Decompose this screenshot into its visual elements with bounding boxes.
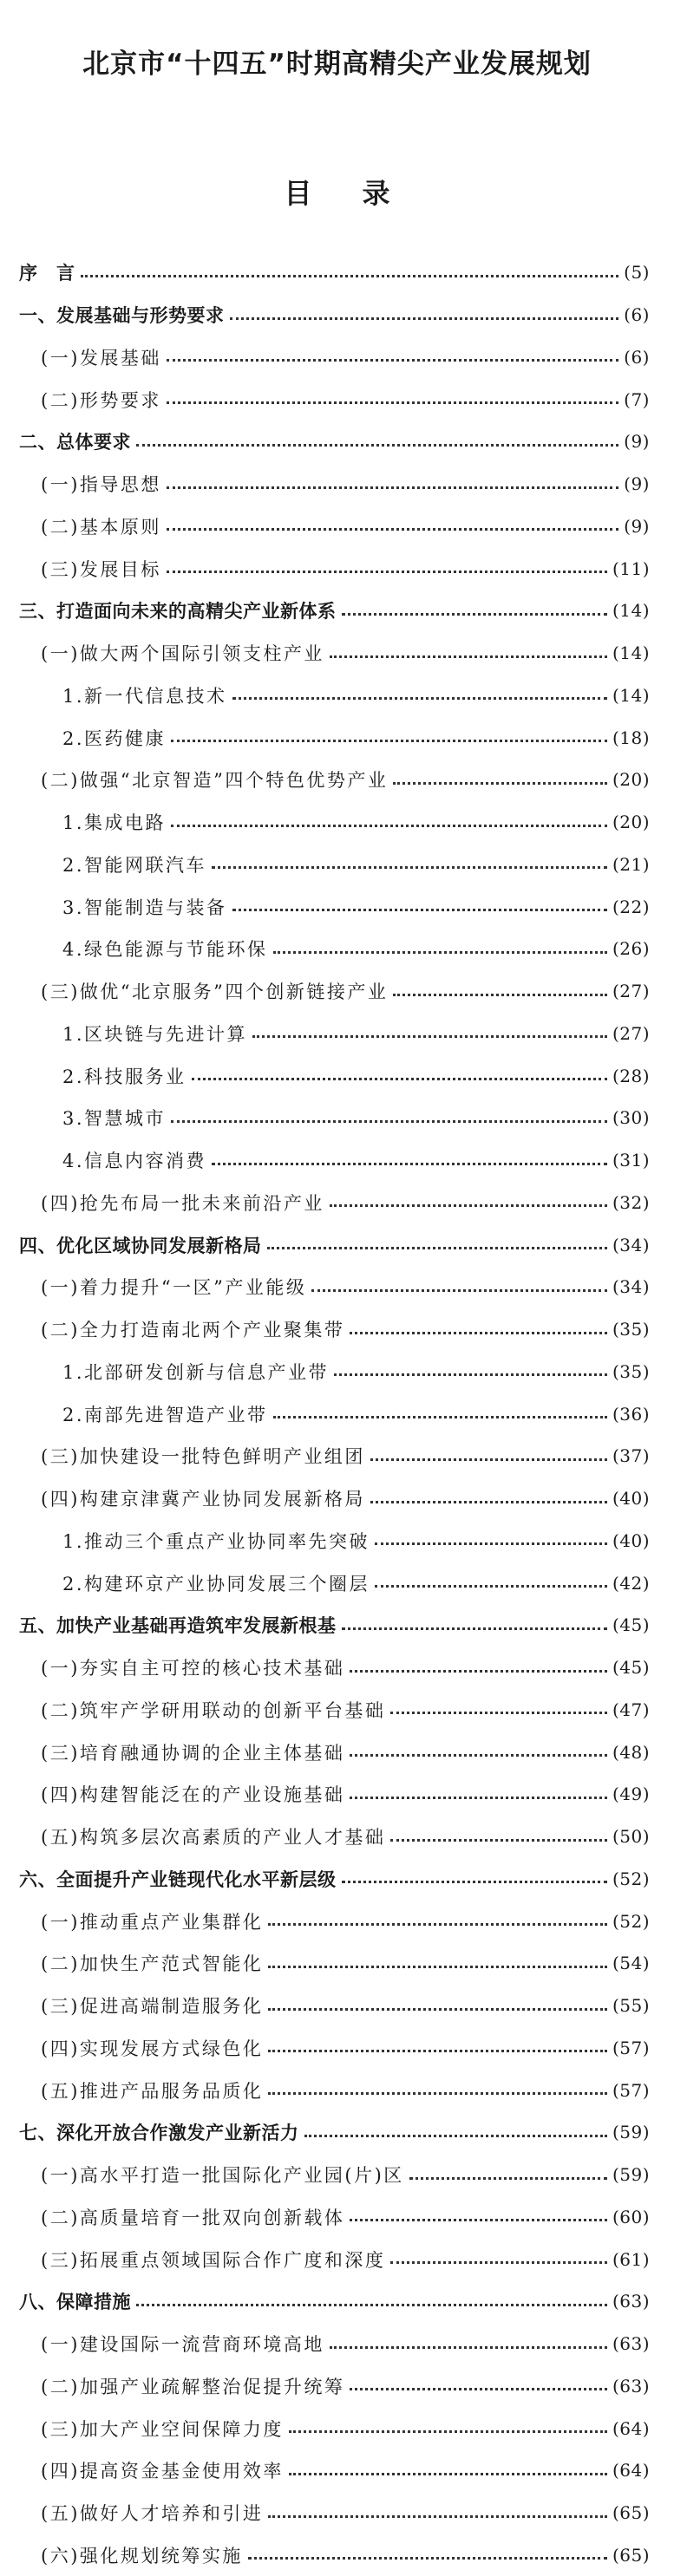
toc-entry[interactable] — [0, 1689, 674, 1731]
toc-entry-label: 2.南部先进智造产业带 — [62, 1401, 268, 1427]
toc-list — [0, 251, 674, 2576]
toc-entry-label: 2.构建环京产业协同发展三个圈层 — [62, 1570, 370, 1596]
dot-leader — [167, 571, 607, 573]
toc-entry-label: 1.区块链与先进计算 — [62, 1021, 247, 1047]
dot-leader — [342, 613, 607, 616]
toc-entry[interactable] — [0, 801, 674, 844]
toc-entry[interactable] — [0, 1351, 674, 1393]
toc-entry-label: 五、加快产业基础再造筑牢发展新根基 — [19, 1612, 337, 1638]
toc-entry-label: (五)做好人才培养和引进 — [41, 2500, 263, 2526]
toc-entry-label: 3.智慧城市 — [62, 1105, 166, 1131]
toc-entry-page-number: (48) — [612, 1742, 650, 1763]
toc-entry-label: 4.信息内容消费 — [62, 1147, 206, 1173]
toc-entry-page-number: (9) — [624, 516, 650, 537]
toc-entry-page-number: (52) — [612, 1868, 650, 1889]
toc-entry[interactable] — [0, 632, 674, 675]
dot-leader — [304, 2135, 607, 2137]
toc-entry-page-number: (6) — [624, 347, 650, 368]
toc-entry[interactable] — [0, 251, 674, 294]
dot-leader — [330, 655, 607, 658]
toc-entry[interactable] — [0, 421, 674, 463]
dot-leader — [230, 317, 619, 320]
toc-entry-label: (三)加快建设一批特色鲜明产业组团 — [41, 1443, 365, 1469]
dot-leader — [171, 740, 607, 742]
toc-entry-label: (一)着力提升“一区”产业能级 — [41, 1274, 306, 1300]
toc-entry[interactable] — [0, 1520, 674, 1562]
toc-entry-page-number: (57) — [612, 2080, 650, 2101]
dot-leader — [350, 2388, 607, 2390]
toc-entry-page-number: (35) — [612, 1361, 650, 1382]
dot-leader — [171, 1120, 607, 1123]
toc-entry-label: (四)实现发展方式绿色化 — [41, 2035, 263, 2061]
toc-entry[interactable] — [0, 716, 674, 759]
toc-entry-page-number: (60) — [612, 2207, 650, 2227]
dot-leader — [232, 697, 607, 700]
toc-entry-label: (三)促进高端制造服务化 — [41, 1992, 263, 2018]
toc-entry-page-number: (64) — [612, 2460, 650, 2481]
toc-entry[interactable] — [0, 2365, 674, 2408]
toc-entry-label: (二)形势要求 — [41, 387, 161, 413]
toc-entry-label: (一)高水平打造一批国际化产业园(片)区 — [41, 2162, 404, 2188]
toc-entry[interactable] — [0, 2407, 674, 2449]
toc-entry[interactable] — [0, 1223, 674, 1266]
toc-entry-label: (一)发展基础 — [41, 344, 161, 370]
toc-entry[interactable] — [0, 885, 674, 928]
dot-leader — [334, 1373, 607, 1376]
dot-leader — [136, 444, 618, 447]
toc-entry-page-number: (47) — [612, 1699, 650, 1720]
toc-entry-page-number: (34) — [612, 1235, 650, 1255]
dot-leader — [81, 275, 619, 277]
toc-entry[interactable] — [0, 1858, 674, 1901]
toc-entry-label: 序 言 — [19, 259, 75, 285]
toc-entry[interactable] — [0, 2449, 674, 2492]
toc-entry[interactable] — [0, 2323, 674, 2365]
toc-entry-label: 1.推动三个重点产业协同率先突破 — [62, 1528, 370, 1554]
toc-entry-page-number: (34) — [612, 1276, 650, 1297]
dot-leader — [350, 1332, 607, 1334]
toc-entry[interactable] — [0, 1604, 674, 1647]
dot-leader — [375, 1585, 607, 1588]
dot-leader — [267, 1247, 607, 1249]
toc-entry-label: (二)全力打造南北两个产业聚集带 — [41, 1316, 344, 1342]
dot-leader — [268, 2008, 607, 2011]
toc-entry-label: 4.绿色能源与节能环保 — [62, 936, 268, 962]
toc-entry[interactable] — [0, 1054, 674, 1097]
toc-entry[interactable] — [0, 1816, 674, 1858]
toc-entry-page-number: (9) — [624, 473, 650, 494]
toc-entry-label: 二、总体要求 — [19, 428, 131, 454]
toc-entry[interactable] — [0, 2492, 674, 2534]
toc-entry[interactable] — [0, 2534, 674, 2576]
dot-leader — [248, 2557, 607, 2560]
toc-entry-page-number: (36) — [612, 1404, 650, 1425]
dot-leader — [212, 866, 607, 869]
toc-entry-page-number: (49) — [612, 1784, 650, 1804]
toc-entry-page-number: (21) — [612, 854, 650, 875]
dot-leader — [390, 1839, 607, 1842]
toc-entry-label: 六、全面提升产业链现代化水平新层级 — [19, 1866, 337, 1892]
toc-entry-label: (四)提高资金基金使用效率 — [41, 2457, 284, 2483]
toc-entry-label: (五)推进产品服务品质化 — [41, 2077, 263, 2103]
toc-entry[interactable] — [0, 1773, 674, 1816]
toc-entry-page-number: (20) — [612, 769, 650, 790]
toc-heading: 目录 — [0, 172, 674, 212]
toc-entry-page-number: (9) — [624, 431, 650, 452]
toc-entry-page-number: (27) — [612, 981, 650, 1001]
dot-leader — [232, 909, 607, 911]
dot-leader — [311, 1289, 607, 1292]
dot-leader — [393, 994, 607, 996]
dot-leader — [390, 1712, 607, 1714]
toc-entry-page-number: (28) — [612, 1066, 650, 1086]
toc-entry-label: (三)做优“北京服务”四个创新链接产业 — [41, 978, 388, 1004]
toc-entry-page-number: (61) — [612, 2249, 650, 2270]
toc-entry-label: (四)构建京津冀产业协同发展新格局 — [41, 1485, 365, 1511]
toc-entry-page-number: (45) — [612, 1614, 650, 1635]
toc-entry-label: (二)加快生产范式智能化 — [41, 1950, 263, 1976]
dot-leader — [268, 1923, 607, 1926]
toc-entry[interactable] — [0, 2280, 674, 2323]
toc-entry-label: (一)夯实自主可控的核心技术基础 — [41, 1654, 344, 1680]
toc-entry[interactable] — [0, 759, 674, 801]
dot-leader — [393, 782, 607, 785]
dot-leader — [273, 1416, 607, 1418]
dot-leader — [289, 2430, 607, 2433]
dot-leader — [273, 951, 607, 954]
toc-entry-page-number: (54) — [612, 1953, 650, 1973]
toc-entry-label: (一)指导思想 — [41, 471, 161, 497]
toc-entry-page-number: (55) — [612, 1995, 650, 2016]
dot-leader — [212, 1163, 607, 1165]
dot-leader — [136, 2304, 607, 2306]
dot-leader — [342, 1881, 607, 1883]
toc-entry[interactable] — [0, 1013, 674, 1055]
toc-entry[interactable] — [0, 1647, 674, 1689]
toc-entry-page-number: (59) — [612, 2164, 650, 2185]
toc-entry-page-number: (14) — [612, 685, 650, 706]
dot-leader — [350, 1670, 607, 1673]
dot-leader — [268, 2092, 607, 2095]
toc-entry-label: 2.智能网联汽车 — [62, 851, 206, 877]
toc-entry-label: (二)高质量培育一批双向创新载体 — [41, 2204, 344, 2230]
toc-entry[interactable] — [0, 2111, 674, 2154]
toc-entry-page-number: (63) — [612, 2291, 650, 2312]
toc-entry-page-number: (11) — [612, 558, 650, 579]
dot-leader — [167, 401, 618, 404]
toc-entry[interactable] — [0, 336, 674, 379]
toc-entry[interactable] — [0, 1477, 674, 1520]
toc-entry-page-number: (31) — [612, 1150, 650, 1171]
toc-entry-page-number: (40) — [612, 1488, 650, 1509]
toc-entry-page-number: (42) — [612, 1573, 650, 1594]
toc-entry[interactable] — [0, 1097, 674, 1139]
toc-entry-label: 1.北部研发创新与信息产业带 — [62, 1359, 329, 1385]
toc-entry-page-number: (18) — [612, 727, 650, 748]
toc-entry-label: (二)基本原则 — [41, 513, 161, 539]
toc-entry[interactable] — [0, 675, 674, 717]
toc-entry[interactable] — [0, 547, 674, 590]
toc-entry[interactable] — [0, 294, 674, 336]
toc-entry-page-number: (22) — [612, 897, 650, 917]
toc-entry[interactable] — [0, 1985, 674, 2027]
toc-entry-page-number: (59) — [612, 2122, 650, 2142]
toc-entry[interactable] — [0, 378, 674, 421]
dot-leader — [350, 1797, 607, 1799]
toc-entry-label: (四)抢先布局一批未来前沿产业 — [41, 1190, 324, 1216]
toc-entry-label: (一)做大两个国际引领支柱产业 — [41, 640, 324, 666]
toc-entry[interactable] — [0, 1392, 674, 1435]
toc-entry-page-number: (52) — [612, 1911, 650, 1932]
toc-entry-page-number: (14) — [612, 642, 650, 663]
toc-entry-page-number: (63) — [612, 2376, 650, 2397]
dot-leader — [289, 2473, 607, 2475]
toc-entry-page-number: (35) — [612, 1319, 650, 1340]
toc-entry[interactable] — [0, 1308, 674, 1351]
toc-entry-label: (一)推动重点产业集群化 — [41, 1908, 263, 1934]
toc-entry[interactable] — [0, 1435, 674, 1477]
toc-entry-page-number: (37) — [612, 1445, 650, 1466]
toc-entry-label: 1.集成电路 — [62, 809, 166, 835]
toc-entry[interactable] — [0, 2154, 674, 2196]
toc-entry-label: (六)强化规划统筹实施 — [41, 2542, 243, 2568]
toc-entry[interactable] — [0, 844, 674, 886]
dot-leader — [330, 2346, 607, 2349]
toc-entry[interactable] — [0, 1900, 674, 1942]
toc-entry[interactable] — [0, 463, 674, 505]
toc-entry[interactable] — [0, 970, 674, 1013]
toc-entry[interactable] — [0, 590, 674, 632]
toc-entry-page-number: (26) — [612, 938, 650, 959]
toc-entry[interactable] — [0, 2027, 674, 2070]
toc-entry-page-number: (65) — [612, 2502, 650, 2523]
document-title: 北京市“十四五”时期高精尖产业发展规划 — [0, 42, 674, 81]
toc-entry-label: (五)构筑多层次高素质的产业人才基础 — [41, 1823, 385, 1849]
toc-entry-label: 3.智能制造与装备 — [62, 894, 227, 920]
dot-leader — [167, 359, 618, 362]
toc-entry[interactable] — [0, 1266, 674, 1308]
dot-leader — [167, 486, 618, 489]
toc-entry-page-number: (65) — [612, 2545, 650, 2566]
toc-entry-page-number: (64) — [612, 2418, 650, 2439]
toc-entry[interactable] — [0, 1731, 674, 1773]
toc-entry-label: (三)发展目标 — [41, 556, 161, 582]
toc-entry[interactable] — [0, 1942, 674, 1985]
dot-leader — [350, 1754, 607, 1757]
dot-leader — [268, 2515, 607, 2518]
toc-entry-page-number: (45) — [612, 1657, 650, 1678]
dot-leader — [350, 2219, 607, 2221]
toc-entry-label: (四)构建智能泛在的产业设施基础 — [41, 1781, 344, 1807]
toc-entry-page-number: (40) — [612, 1530, 650, 1551]
toc-entry[interactable] — [0, 928, 674, 970]
toc-entry-label: 一、发展基础与形势要求 — [19, 302, 225, 328]
toc-entry-page-number: (7) — [624, 389, 650, 410]
dot-leader — [171, 825, 607, 827]
toc-entry-label: (三)拓展重点领域国际合作广度和深度 — [41, 2247, 385, 2273]
dot-leader — [370, 1501, 607, 1503]
toc-entry[interactable] — [0, 2238, 674, 2280]
dot-leader — [390, 2261, 607, 2264]
toc-entry-page-number: (30) — [612, 1107, 650, 1128]
toc-entry-label: (二)筑牢产学研用联动的创新平台基础 — [41, 1697, 385, 1723]
toc-entry-page-number: (63) — [612, 2333, 650, 2354]
toc-entry-label: (三)培育融通协调的企业主体基础 — [41, 1739, 344, 1765]
dot-leader — [192, 1078, 607, 1080]
toc-entry-page-number: (5) — [624, 262, 650, 283]
toc-entry[interactable] — [0, 1182, 674, 1224]
toc-entry-page-number: (57) — [612, 2038, 650, 2058]
toc-entry-page-number: (20) — [612, 812, 650, 832]
toc-entry-label: 七、深化开放合作激发产业新活力 — [19, 2119, 299, 2145]
toc-entry[interactable] — [0, 2196, 674, 2239]
dot-leader — [252, 1035, 607, 1038]
dot-leader — [409, 2177, 607, 2180]
toc-entry-label: 2.医药健康 — [62, 725, 166, 751]
dot-leader — [268, 1966, 607, 1968]
toc-entry-label: 三、打造面向未来的高精尖产业新体系 — [19, 597, 337, 623]
toc-entry-page-number: (6) — [624, 304, 650, 325]
toc-entry[interactable] — [0, 1562, 674, 1604]
toc-entry-page-number: (14) — [612, 600, 650, 621]
dot-leader — [330, 1204, 607, 1207]
toc-entry-label: (三)加大产业空间保障力度 — [41, 2416, 284, 2442]
toc-entry-label: 八、保障措施 — [19, 2288, 131, 2314]
toc-entry-label: (二)做强“北京智造”四个特色优势产业 — [41, 766, 388, 792]
toc-entry-page-number: (27) — [612, 1023, 650, 1044]
dot-leader — [370, 1458, 607, 1461]
toc-entry-page-number: (32) — [612, 1192, 650, 1213]
dot-leader — [268, 2050, 607, 2052]
toc-entry-label: (二)加强产业疏解整治促提升统筹 — [41, 2373, 344, 2399]
dot-leader — [342, 1627, 607, 1630]
dot-leader — [167, 528, 618, 531]
toc-entry-page-number: (50) — [612, 1826, 650, 1847]
toc-entry-label: 四、优化区域协同发展新格局 — [19, 1232, 262, 1258]
dot-leader — [375, 1542, 607, 1545]
toc-entry[interactable] — [0, 2069, 674, 2111]
toc-entry[interactable] — [0, 505, 674, 548]
toc-entry-label: 1.新一代信息技术 — [62, 682, 227, 708]
toc-entry[interactable] — [0, 1139, 674, 1182]
toc-entry-label: (一)建设国际一流营商环境高地 — [41, 2331, 324, 2357]
toc-entry-label: 2.科技服务业 — [62, 1063, 186, 1089]
